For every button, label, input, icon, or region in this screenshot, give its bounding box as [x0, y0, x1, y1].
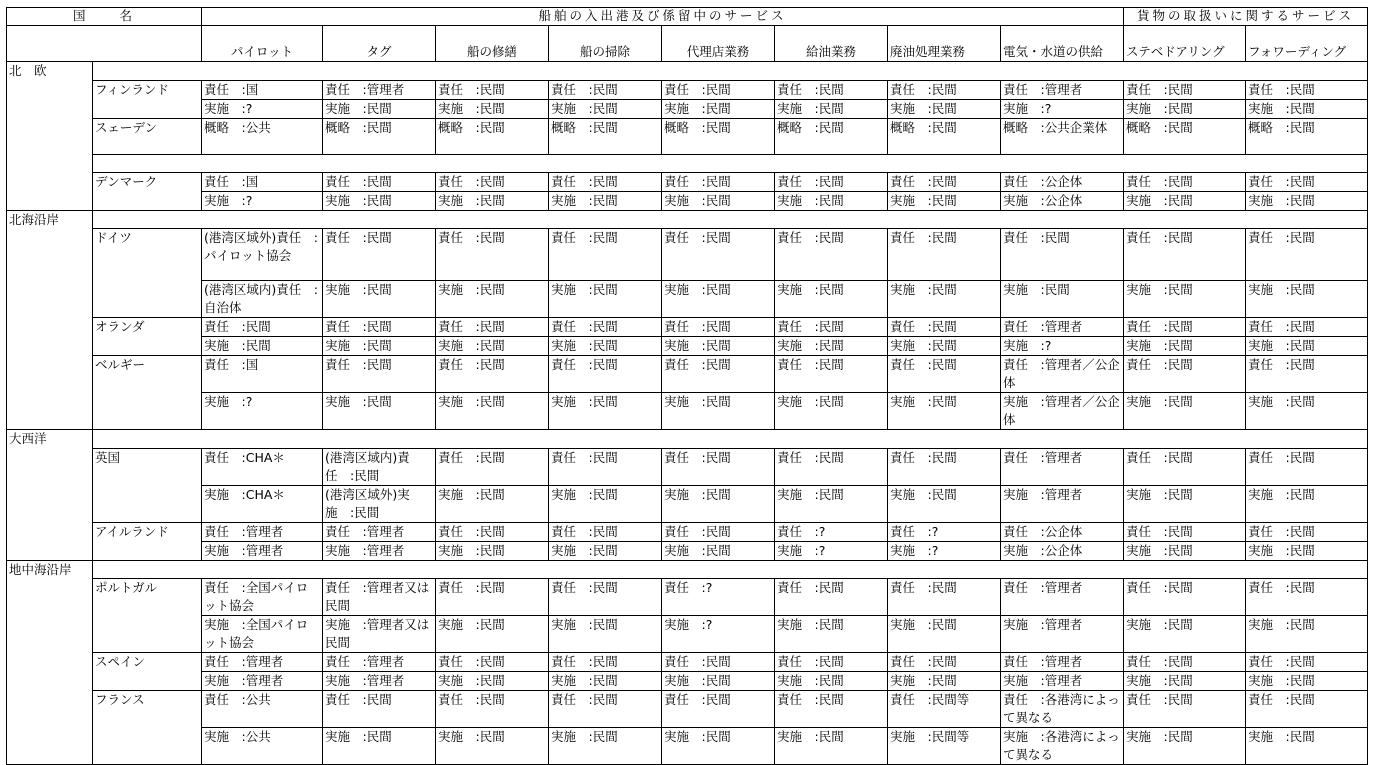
table-cell: 実施 :?	[1001, 337, 1124, 356]
table-cell: 実施 :民間等	[888, 728, 1001, 765]
table-cell: 責任 :民間	[775, 318, 888, 337]
table-cell: 実施 :管理者／公企体	[1001, 393, 1124, 430]
table-cell: 実施 :民間	[888, 281, 1001, 318]
table-cell: 実施 :民間	[1124, 281, 1246, 318]
table-cell: 責任 :民間	[436, 522, 549, 541]
region-column-cell	[7, 728, 93, 765]
country-header: 国 名	[7, 8, 202, 26]
country-portugal: ポルトガル	[93, 579, 202, 616]
table-cell: 実施 :民間	[888, 393, 1001, 430]
table-cell: 責任 :民間	[775, 691, 888, 728]
table-cell: 実施 :管理者	[202, 672, 323, 691]
country-cell-cont	[93, 99, 202, 118]
table-cell: 実施 :管理者又は民間	[323, 616, 436, 653]
table-cell: 責任 :民間	[323, 229, 436, 281]
table-cell: 責任 :民間	[436, 691, 549, 728]
region-column-cell	[7, 229, 93, 281]
table-cell: 実施 :民間	[1124, 99, 1246, 118]
table-cell: 概略 :民間	[662, 118, 775, 154]
table-cell: 実施 :民間	[1246, 99, 1368, 118]
region-column-cell	[7, 172, 93, 191]
table-cell: 責任 :管理者	[323, 80, 436, 99]
table-cell: 実施 :民間	[1124, 191, 1246, 210]
table-cell: 実施 :?	[1001, 99, 1124, 118]
country-cell-cont	[93, 337, 202, 356]
table-cell: 実施 :民間	[662, 191, 775, 210]
table-cell: 責任 :民間	[1246, 80, 1368, 99]
ship-services-header: 船舶の入出港及び係留中のサービス	[202, 8, 1124, 26]
region-column-cell	[7, 522, 93, 541]
table-cell: 責任 :民間	[436, 579, 549, 616]
region-row-blank	[93, 430, 1368, 449]
table-cell: 責任 :公企体	[1001, 172, 1124, 191]
region-column-cell	[7, 616, 93, 653]
table-cell: 実施 :民間	[436, 99, 549, 118]
table-cell: 実施 :民間	[549, 541, 662, 560]
table-cell: 実施 :民間	[1246, 337, 1368, 356]
table-cell: 実施 :民間	[1246, 616, 1368, 653]
table-cell: 責任 :民間	[888, 80, 1001, 99]
table-cell: 責任 :民間	[436, 653, 549, 672]
table-cell: 責任 :民間	[549, 229, 662, 281]
table-cell: 実施 :民間	[549, 393, 662, 430]
table-cell: 実施 :管理者	[1001, 616, 1124, 653]
table-cell: 責任 :民間	[1124, 522, 1246, 541]
table-cell: 実施 :民間	[662, 281, 775, 318]
country-netherlands: オランダ	[93, 318, 202, 337]
table-cell: (港湾区域内)責任 :自治体	[202, 281, 323, 318]
table-cell: 責任 :民間	[1246, 448, 1368, 485]
table-cell: 実施 :民間	[1124, 672, 1246, 691]
table-cell: 実施 :?	[202, 191, 323, 210]
table-cell: 責任 :管理者	[1001, 448, 1124, 485]
table-cell: 実施 :民間	[888, 191, 1001, 210]
table-cell: 責任 :民間	[1001, 229, 1124, 281]
country-cell-cont	[93, 393, 202, 430]
col-utilities: 電気・水道の供給	[1001, 26, 1124, 62]
table-cell: 責任 :民間	[1246, 229, 1368, 281]
table-cell: 実施 :?	[662, 616, 775, 653]
table-cell: 実施 :民間	[888, 485, 1001, 522]
region-row-blank	[93, 62, 1368, 81]
table-cell: 責任 :民間	[775, 653, 888, 672]
table-cell: 責任 :民間	[1124, 579, 1246, 616]
table-cell: 実施 :公企体	[1001, 541, 1124, 560]
region-row-blank	[93, 210, 1368, 229]
region-column-cell	[7, 448, 93, 485]
region-column-cell	[7, 356, 93, 393]
table-cell: 実施 :民間	[775, 281, 888, 318]
region-column-cell	[7, 99, 93, 118]
region-column-cell	[7, 80, 93, 99]
table-cell: 実施 :民間	[549, 485, 662, 522]
country-cell-cont	[93, 191, 202, 210]
col-tug: タグ	[323, 26, 436, 62]
table-cell: 責任 :民間	[549, 653, 662, 672]
table-cell: 責任 :公共	[202, 691, 323, 728]
table-cell: 責任 :民間	[662, 522, 775, 541]
table-cell: 責任 :?	[775, 522, 888, 541]
table-cell: 責任 :民間	[1246, 691, 1368, 728]
table-cell: 責任 :民間等	[888, 691, 1001, 728]
table-cell: 責任 :管理者	[202, 522, 323, 541]
table-cell: 実施 :管理者	[1001, 672, 1124, 691]
table-cell: 責任 :全国パイロット協会	[202, 579, 323, 616]
table-cell: 責任 :民間	[323, 356, 436, 393]
table-cell: 責任 :管理者	[1001, 318, 1124, 337]
table-cell: 責任 :国	[202, 172, 323, 191]
region-column-cell	[7, 393, 93, 430]
table-cell: 責任 :民間	[1124, 229, 1246, 281]
table-cell: (港湾区域内)責任 :民間	[323, 448, 436, 485]
table-cell: 実施 :民間	[436, 191, 549, 210]
table-cell: 実施 :民間	[323, 281, 436, 318]
table-cell: 実施 :民間	[1246, 541, 1368, 560]
table-cell: 概略 :公共	[202, 118, 323, 154]
col-cleaning: 船の掃除	[549, 26, 662, 62]
table-cell: 責任 :民間	[1246, 356, 1368, 393]
region-row-blank	[93, 560, 1368, 579]
table-cell: 責任 :民間	[436, 80, 549, 99]
table-cell: 実施 :民間	[1124, 541, 1246, 560]
table-cell: 責任 :民間	[1124, 172, 1246, 191]
table-cell: 責任 :民間	[549, 80, 662, 99]
table-cell: 実施 :民間	[549, 191, 662, 210]
table-cell: 責任 :管理者	[1001, 653, 1124, 672]
table-cell: 実施 :民間	[1124, 728, 1246, 765]
table-cell: 実施 :民間	[1246, 393, 1368, 430]
table-cell: 責任 :民間	[888, 318, 1001, 337]
region-column-cell	[7, 191, 93, 210]
region-column-cell	[7, 485, 93, 522]
table-cell: 責任 :民間	[888, 229, 1001, 281]
table-cell: 責任 :民間	[1246, 318, 1368, 337]
table-cell: 責任 :管理者	[202, 653, 323, 672]
table-cell: 実施 :民間	[662, 672, 775, 691]
table-cell: 責任 :民間	[662, 691, 775, 728]
table-cell: 実施 :民間	[662, 728, 775, 765]
table-cell: 責任 :公企体	[1001, 522, 1124, 541]
table-cell: 実施 :管理者	[323, 672, 436, 691]
table-cell: 責任 :民間	[202, 318, 323, 337]
table-cell: 実施 :民間	[436, 485, 549, 522]
table-cell: 責任 :民間	[775, 229, 888, 281]
table-cell: 実施 :民間	[775, 616, 888, 653]
region-column-cell	[7, 579, 93, 616]
table-cell: 責任 :民間	[662, 80, 775, 99]
table-cell: 実施 :民間	[436, 616, 549, 653]
table-cell: 責任 :管理者	[323, 653, 436, 672]
country-cell-cont	[93, 485, 202, 522]
table-cell: 責任 :民間	[662, 172, 775, 191]
col-fueling: 給油業務	[775, 26, 888, 62]
table-cell: 実施 :民間	[662, 393, 775, 430]
table-cell: 実施 :民間	[775, 672, 888, 691]
country-belgium: ベルギー	[93, 356, 202, 393]
table-cell: 責任 :民間	[1124, 448, 1246, 485]
country-cell-cont	[93, 728, 202, 765]
table-cell: 実施 :管理者	[202, 541, 323, 560]
region-nordic: 北 欧	[7, 62, 93, 81]
blank-row	[93, 154, 1368, 172]
country-finland: フィンランド	[93, 80, 202, 99]
table-cell: 実施 :民間	[323, 337, 436, 356]
table-cell: 概略 :民間	[1246, 118, 1368, 154]
col-waste-oil: 廃油処理業務	[888, 26, 1001, 62]
country-header-blank	[7, 26, 202, 62]
table-cell: 責任 :民間	[775, 448, 888, 485]
table-cell: 実施 :民間	[436, 337, 549, 356]
table-cell: 実施 :民間	[1246, 728, 1368, 765]
table-cell: 実施 :民間	[549, 672, 662, 691]
table-cell: 実施 :民間	[436, 541, 549, 560]
table-cell: 実施 :管理者	[1001, 485, 1124, 522]
region-column-cell	[7, 672, 93, 691]
table-cell: 実施 :民間	[323, 393, 436, 430]
table-cell: 実施 :?	[202, 393, 323, 430]
table-cell: 実施 :民間	[1124, 337, 1246, 356]
country-sweden: スェーデン	[93, 118, 202, 154]
cargo-services-header: 貨物の取扱いに関するサービス	[1124, 8, 1368, 26]
table-cell: 責任 :民間	[549, 448, 662, 485]
table-cell: 実施 :民間	[549, 728, 662, 765]
table-cell: 責任 :民間	[323, 172, 436, 191]
table-cell: (港湾区域外)実施 :民間	[323, 485, 436, 522]
table-cell: 実施 :民間	[436, 393, 549, 430]
table-cell: 責任 :民間	[1124, 80, 1246, 99]
table-cell: 責任 :民間	[1246, 579, 1368, 616]
country-uk: 英国	[93, 448, 202, 485]
table-cell: 実施 :民間	[888, 99, 1001, 118]
table-cell: 実施 :民間	[888, 616, 1001, 653]
table-cell: 責任 :民間	[662, 229, 775, 281]
table-cell: 責任 :民間	[1124, 691, 1246, 728]
table-cell: 概略 :公共企業体	[1001, 118, 1124, 154]
col-repair: 船の修繕	[436, 26, 549, 62]
table-cell: 実施 :民間	[662, 541, 775, 560]
table-cell: 実施 :民間	[1124, 485, 1246, 522]
region-column-cell	[7, 337, 93, 356]
table-cell: 実施 :民間	[662, 99, 775, 118]
table-cell: 責任 :民間	[775, 579, 888, 616]
table-cell: 実施 :民間	[1124, 393, 1246, 430]
table-cell: 責任 :民間	[662, 448, 775, 485]
table-cell: 実施 :公企体	[1001, 191, 1124, 210]
table-cell: 責任 :民間	[549, 318, 662, 337]
table-cell: 責任 :?	[662, 579, 775, 616]
col-agency: 代理店業務	[662, 26, 775, 62]
table-cell: 責任 :民間	[1246, 522, 1368, 541]
table-cell: 責任 :民間	[549, 579, 662, 616]
region-column-cell	[7, 281, 93, 318]
table-cell: 実施 :民間	[662, 337, 775, 356]
table-cell: 実施 :民間	[323, 728, 436, 765]
table-cell: 実施 :民間	[1246, 485, 1368, 522]
table-cell: 責任 :民間	[436, 172, 549, 191]
table-cell: 責任 :民間	[1124, 356, 1246, 393]
table-cell: 責任 :管理者	[1001, 80, 1124, 99]
table-cell: 実施 :民間	[775, 191, 888, 210]
table-cell: 責任 :民間	[662, 653, 775, 672]
table-cell: 概略 :民間	[888, 118, 1001, 154]
table-cell: 責任 :民間	[888, 579, 1001, 616]
table-cell: 実施 :民間	[775, 99, 888, 118]
region-column-cell	[7, 653, 93, 672]
table-cell: 責任 :民間	[775, 356, 888, 393]
col-forwarding: フォワーディング	[1246, 26, 1368, 62]
country-spain: スペイン	[93, 653, 202, 672]
country-cell-cont	[93, 541, 202, 560]
col-stevedoring: ステベドアリング	[1124, 26, 1246, 62]
table-cell: 概略 :民間	[323, 118, 436, 154]
col-pilot: パイロット	[202, 26, 323, 62]
region-column-cell	[7, 118, 93, 154]
table-cell: 実施 :民間	[1246, 281, 1368, 318]
table-cell: 実施 :民間	[775, 337, 888, 356]
table-cell: 実施 :民間	[662, 485, 775, 522]
table-cell: 責任 :民間	[888, 653, 1001, 672]
table-cell: 責任 :民間	[1246, 172, 1368, 191]
table-cell: 実施 :民間	[549, 337, 662, 356]
table-cell: 実施 :CHA＊	[202, 485, 323, 522]
table-cell: 実施 :民間	[323, 191, 436, 210]
table-cell: 実施 :?	[775, 541, 888, 560]
table-cell: 実施 :民間	[888, 672, 1001, 691]
table-cell: 実施 :民間	[436, 672, 549, 691]
table-cell: 実施 :公共	[202, 728, 323, 765]
table-cell: 責任 :管理者	[1001, 579, 1124, 616]
table-cell: 責任 :管理者／公企体	[1001, 356, 1124, 393]
table-cell: 責任 :民間	[775, 172, 888, 191]
table-cell: 責任 :民間	[323, 691, 436, 728]
table-cell: 実施 :民間	[323, 99, 436, 118]
table-cell: 概略 :民間	[775, 118, 888, 154]
table-cell: (港湾区域外)責任 :パイロット協会	[202, 229, 323, 281]
table-cell: 責任 :民間	[549, 356, 662, 393]
table-cell: 責任 :各港湾によって異なる	[1001, 691, 1124, 728]
table-cell: 責任 :民間	[888, 172, 1001, 191]
country-ireland: アイルランド	[93, 522, 202, 541]
table-cell: 概略 :民間	[436, 118, 549, 154]
table-cell: 責任 :民間	[662, 356, 775, 393]
table-cell: 責任 :民間	[436, 229, 549, 281]
table-cell: 責任 :管理者	[323, 522, 436, 541]
table-cell: 実施 :民間	[1246, 191, 1368, 210]
table-cell: 実施 :民間	[549, 281, 662, 318]
table-cell: 実施 :民間	[202, 337, 323, 356]
region-column-cell	[7, 318, 93, 337]
country-france: フランス	[93, 691, 202, 728]
region-column-cell	[7, 691, 93, 728]
table-cell: 実施 :民間	[1246, 672, 1368, 691]
table-cell: 実施 :民間	[1124, 616, 1246, 653]
table-cell: 責任 :民間	[436, 318, 549, 337]
table-cell: 実施 :民間	[549, 99, 662, 118]
table-cell: 責任 :民間	[888, 448, 1001, 485]
table-cell: 実施 :民間	[775, 485, 888, 522]
table-cell: 実施 :?	[888, 541, 1001, 560]
table-cell: 責任 :民間	[436, 356, 549, 393]
table-cell: 実施 :全国パイロット協会	[202, 616, 323, 653]
table-cell: 責任 :民間	[1246, 653, 1368, 672]
table-cell: 実施 :民間	[888, 337, 1001, 356]
table-cell: 概略 :民間	[1124, 118, 1246, 154]
table-cell: 責任 :民間	[888, 356, 1001, 393]
table-cell: 責任 :民間	[436, 448, 549, 485]
table-cell: 責任 :民間	[323, 318, 436, 337]
region-north_sea: 北海沿岸	[7, 210, 93, 229]
port-services-table	[6, 7, 1368, 765]
table-cell: 責任 :管理者又は民間	[323, 579, 436, 616]
table-cell: 責任 :CHA＊	[202, 448, 323, 485]
table-cell: 責任 :?	[888, 522, 1001, 541]
table-cell: 責任 :民間	[775, 80, 888, 99]
table-cell: 実施 :管理者	[323, 541, 436, 560]
table-cell: 責任 :国	[202, 80, 323, 99]
table-cell: 責任 :民間	[549, 691, 662, 728]
table-cell: 責任 :民間	[549, 172, 662, 191]
table-cell: 責任 :民間	[1124, 653, 1246, 672]
table-cell: 実施 :民間	[436, 728, 549, 765]
table-cell: 概略 :民間	[549, 118, 662, 154]
table-cell: 実施 :民間	[775, 728, 888, 765]
table-cell: 責任 :民間	[549, 522, 662, 541]
country-denmark: デンマーク	[93, 172, 202, 191]
region-column-cell	[7, 541, 93, 560]
table-cell: 責任 :民間	[662, 318, 775, 337]
country-germany: ドイツ	[93, 229, 202, 281]
country-cell-cont	[93, 672, 202, 691]
region-atlantic: 大西洋	[7, 430, 93, 449]
table-cell: 実施 :民間	[775, 393, 888, 430]
table-cell: 実施 :?	[202, 99, 323, 118]
table-cell: 実施 :各港湾によって異なる	[1001, 728, 1124, 765]
table-cell: 実施 :民間	[436, 281, 549, 318]
region-column-cell	[7, 154, 93, 172]
region-mediterranean: 地中海沿岸	[7, 560, 93, 579]
table-cell: 実施 :民間	[1001, 281, 1124, 318]
table-cell: 責任 :国	[202, 356, 323, 393]
table-cell: 責任 :民間	[1124, 318, 1246, 337]
country-cell-cont	[93, 616, 202, 653]
country-cell-cont	[93, 281, 202, 318]
table-cell: 実施 :民間	[549, 616, 662, 653]
